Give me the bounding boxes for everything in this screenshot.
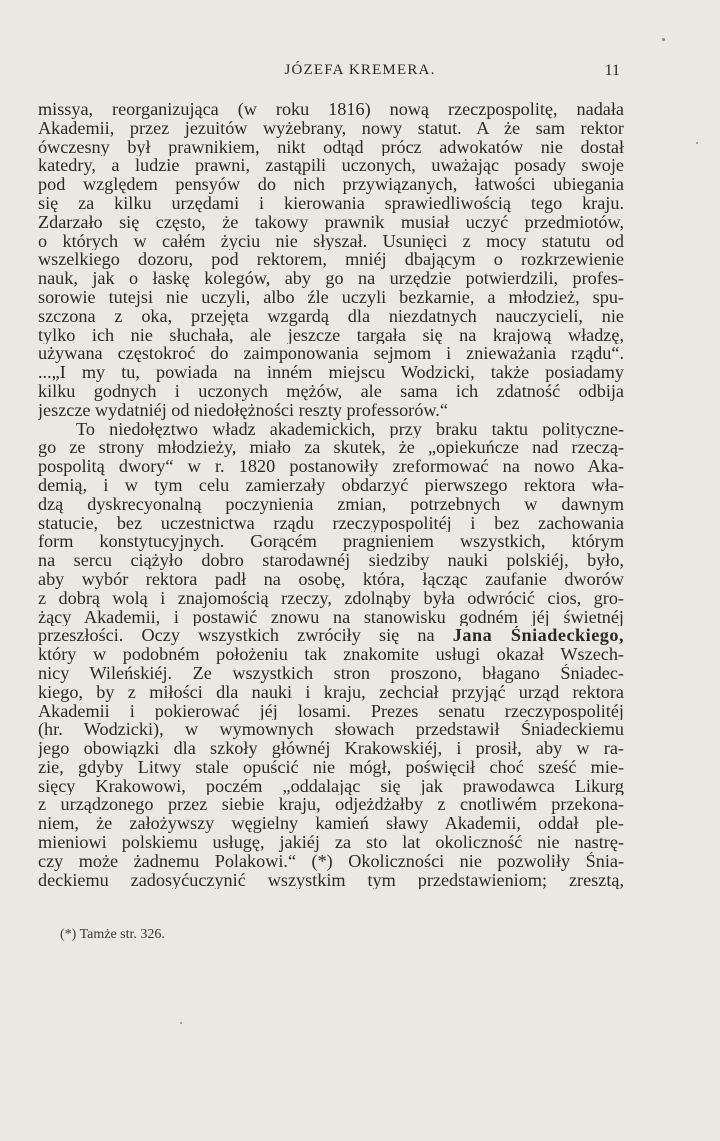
- text-line: Akademii, przez jezuitów wyżebrany, nowy statut. A że sam rektor: [38, 118, 624, 138]
- footnote: (*) Tamże str. 326.: [60, 927, 165, 942]
- text-line: wszelkiego dozoru, pod rektorem, mniéj dbającym o rozkrzewienie: [38, 250, 624, 270]
- text-line: (hr. Wodzicki), w wymownych słowach przedstawił Śniadeckiemu: [38, 720, 624, 740]
- text-line: missya, reorganizująca (w roku 1816) nową rzeczpospolitę, nadała: [38, 100, 624, 119]
- text-line: sorowie tutejsi nie uczyli, albo źle uczyli bezkarnie, a młodzież, spu-: [38, 287, 624, 307]
- text-line: demią, i w tym celu zamierzały obdarzyć pierwszego rektora wła-: [38, 475, 624, 495]
- emphasized-name: Jana Śniadeckiego,: [452, 626, 624, 646]
- text-line: dzą dyskrecyonalną poczynienia zmian, potrzebnych w dawnym: [38, 494, 624, 514]
- text-line: się za kilku urzędami i kierowania sprawiedliwością tego kraju.: [38, 193, 624, 213]
- running-title: JÓZEFA KREMERA.: [284, 62, 436, 78]
- text-line: jego obowiązki dla szkoły głównéj Krakowskiéj, i prosił, aby w ra-: [38, 739, 624, 758]
- text-line: kilku godnych i uczonych mężów, ale sama ich zdatność odbija: [38, 381, 624, 401]
- text-line: Zdarzało się często, że takowy prawnik musiał uczyć przedmiotów,: [38, 212, 624, 232]
- paper-speck: [180, 1022, 182, 1024]
- text-line: aby wybór rektora padł na osobę, która, łącząc zaufanie dworów: [38, 569, 624, 589]
- text-line: sięcy Krakowowi, poczém „oddalając się jak prawodawca Likurg: [38, 776, 624, 796]
- page-number: 11: [604, 62, 620, 79]
- text-line: pospolitą dwory“ w r. 1820 postanowiły zreformować na nowo Aka-: [38, 457, 624, 476]
- body-text: [38, 100, 624, 889]
- text-line: szczona z oka, przejęta wzgardą dla niezdatnych nauczycieli, nie: [38, 306, 624, 326]
- text-line: na sercu ciążyło dobro starodawnéj siedziby nauki polskiéj, było,: [38, 551, 624, 570]
- text-line: To niedołęztwo władz akademickich, przy braku taktu polityczne-: [76, 419, 624, 439]
- text-line: jeszcze wydatniéj od niedołężności reszty professorów.“: [38, 400, 448, 420]
- text-line: mieniowi polskiemu usługę, jakiéj za sto lat okoliczność nie nastrę-: [38, 833, 624, 852]
- text-line: z dobrą wolą i znajomością rzeczy, zdolnąby była odwrócić cios, gro-: [38, 588, 624, 608]
- text-line: kiego, by z miłości dla nauki i kraju, zechciał przyjąć urząd rektora: [38, 682, 624, 702]
- text-line: żący Akademii, i postawić znowu na stanowisku godném jéj świetnéj: [38, 607, 624, 627]
- text-line: tylko ich nie słuchała, ale jeszcze targała się na krajową władzę,: [38, 325, 624, 345]
- text-line: nauk, jak o łaskę kolegów, aby go na urzędzie potwierdzili, profes-: [38, 269, 624, 288]
- text-line: używana częstokroć do zaimponowania sejmom i znieważania rządu“.: [38, 344, 624, 364]
- text-line: deckiemu zadosyćuczynić wszystkim tym przedstawieniom; zresztą,: [38, 870, 624, 890]
- text-line: go ze strony młodzieży, miało za skutek, że „opiekuńcze nad rzeczą-: [38, 438, 624, 458]
- text-line: czy może żadnemu Polakowi.“ (*) Okoliczności nie pozwoliły Śnia-: [38, 851, 624, 871]
- text-line: z urządzonego przez siebie kraju, odjeżdżałby z cnotliwém przekona-: [38, 795, 624, 815]
- running-header: [0, 62, 720, 84]
- text-line: ówczesny był prawnikiem, nikt odtąd prócz adwokatów nie dostał: [38, 137, 624, 157]
- text-line: Akademii i pokierować jéj losami. Prezes senatu rzeczypospolitéj: [38, 701, 624, 721]
- text-line: statucie, bez uczestnictwa rządu rzeczypospolitéj i bez zachowania: [38, 513, 624, 533]
- text-line: przeszłości. Oczy wszystkich zwróciły się na Jana Śniadeckiego,: [38, 626, 624, 646]
- paper-speck: [662, 38, 665, 41]
- text-line: ...„I my tu, powiada na inném miejscu Wodzicki, także posiadamy: [38, 363, 624, 382]
- text-line: który w podobném położeniu tak znakomite usługi okazał Wszech-: [38, 645, 624, 664]
- text-line: o których w całém życiu nie słyszał. Usunięci z mocy statutu od: [38, 231, 624, 251]
- text-line: zie, gdyby Litwy stale opuścić nie mógł, poświęcił choć sześć mie-: [38, 757, 624, 777]
- text-line: nicy Wileńskiéj. Ze wszystkich stron proszono, błagano Śniadec-: [38, 663, 624, 683]
- text-line: katedry, a ludzie prawni, zastąpili uczonych, uważając posady swoje: [38, 156, 624, 176]
- paper-speck: [696, 142, 698, 144]
- text-line: niem, że założywszy węgielny kamień sławy Akademii, oddał ple-: [38, 814, 624, 834]
- text-line: form konstytucyjnych. Gorącém pragnieniem wszystkich, którym: [38, 532, 624, 552]
- text-line: pod względem pensyów do nich przywiązanych, łatwości ubiegania: [38, 175, 624, 194]
